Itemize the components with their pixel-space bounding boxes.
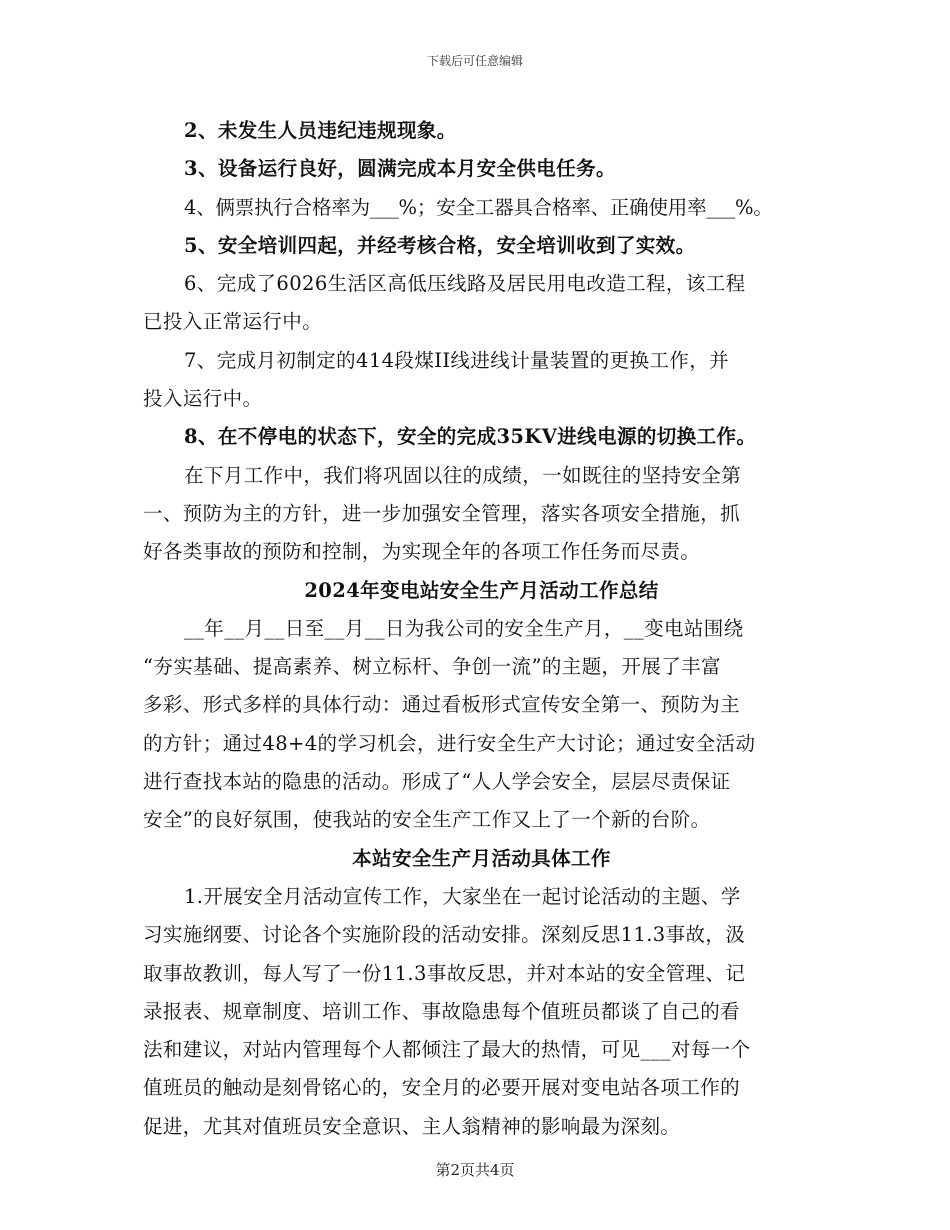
body-text-line: 取事故教训，每人写了一份11.3事故反思，并对本站的安全管理、记: [143, 961, 746, 985]
section-heading: 2024年变电站安全生产月活动工作总结: [304, 578, 659, 602]
body-text-line: 5、安全培训四起，并经考核合格，安全培训收到了实效。: [184, 233, 696, 257]
body-text-line: 安全”的良好氛围，使我站的安全生产工作又上了一个新的台阶。: [143, 808, 711, 832]
body-text-line: 2、未发生人员违纪违规现象。: [184, 119, 457, 142]
body-text-line: 7、完成月初制定的414段煤II线进线计量装置的更换工作，并: [184, 348, 730, 372]
body-text-line: 的方针；通过48+4的学习机会，进行安全生产大讨论；通过安全活动: [143, 731, 756, 755]
body-text-line: 法和建议，对站内管理每个人都倾注了最大的热情，可见___对每一个: [143, 1038, 751, 1062]
body-text-line: __年__月__日至__月__日为我公司的安全生产月，__变电站围绕: [184, 616, 744, 640]
page-header-note: 下载后可任意编辑: [426, 54, 523, 68]
body-text-line: 已投入正常运行中。: [143, 310, 323, 334]
body-text-line: 促进，尤其对值班员安全意识、主人翁精神的影响最为深刻。: [143, 1114, 681, 1138]
section-heading: 本站安全生产月活动具体工作: [352, 846, 611, 870]
body-text-line: 投入运行中。: [143, 387, 263, 411]
page-number-footer: 第2页共4页: [435, 1161, 515, 1179]
body-text-line: 在下月工作中，我们将巩固以往的成绩，一如既往的坚持安全第: [184, 463, 742, 487]
body-text-line: 录报表、规章制度、培训工作、事故隐患每个值班员都谈了自己的看: [143, 999, 741, 1023]
body-text-line: 值班员的触动是刻骨铭心的，安全月的必要开展对变电站各项工作的: [143, 1076, 741, 1100]
body-text-line: 1.开展安全月活动宣传工作，大家坐在一起讨论活动的主题、学: [184, 884, 741, 908]
body-text-line: 好各类事故的预防和控制，为实现全年的各项工作任务而尽责。: [143, 540, 701, 564]
document-body: [143, 112, 820, 1146]
body-text-line: 进行查找本站的隐患的活动。形成了“人人学会安全，层层尽责保证: [143, 770, 731, 794]
body-text-line: 4、俩票执行合格率为___%；安全工器具合格率、正确使用率___%。: [184, 195, 773, 219]
body-text-line: “夯实基础、提高素养、树立标杆、争创一流”的主题，开展了丰富: [143, 655, 721, 679]
body-text-line: 习实施纲要、讨论各个实施阶段的活动安排。深刻反思11.3事故，汲: [143, 923, 746, 947]
body-text-line: 3、设备运行良好，圆满完成本月安全供电任务。: [184, 157, 616, 181]
body-text-line: 一、预防为主的方针，进一步加强安全管理，落实各项安全措施，抓: [143, 501, 741, 525]
body-text-line: 6、完成了6026生活区高低压线路及居民用电改造工程，该工程: [184, 272, 746, 296]
body-text-line: 8、在不停电的状态下，安全的完成35KV进线电源的切换工作。: [184, 425, 757, 449]
body-text-line: 多彩、形式多样的具体行动：通过看板形式宣传安全第一、预防为主: [143, 693, 741, 717]
